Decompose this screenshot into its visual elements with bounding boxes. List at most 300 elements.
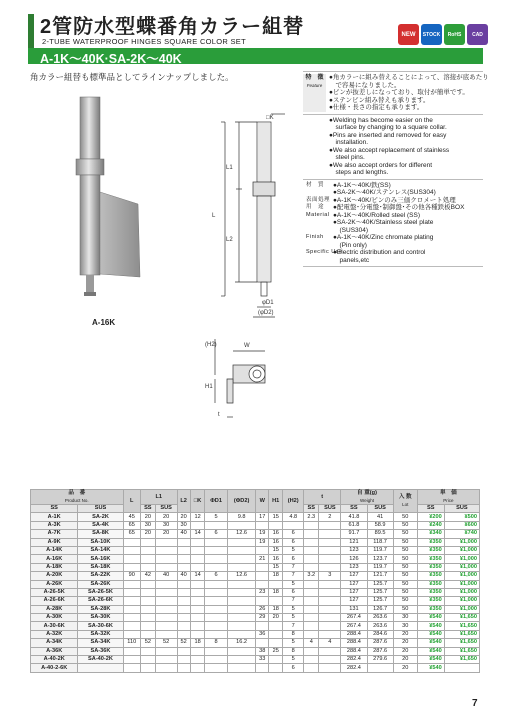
table-cell: 127: [341, 588, 367, 596]
table-cell: [140, 656, 155, 664]
table-cell: [140, 605, 155, 613]
table-cell: [155, 538, 177, 546]
table-cell: ¥1,000: [444, 597, 479, 605]
table-cell: 5: [205, 513, 227, 521]
table-cell: [304, 521, 319, 529]
table-cell: [190, 647, 205, 655]
table-cell: [227, 588, 256, 596]
table-cell: ¥1,000: [444, 555, 479, 563]
table-cell: ¥350: [417, 538, 444, 546]
table-cell: 50: [393, 588, 417, 596]
table-cell: [304, 614, 319, 622]
table-cell: 18: [190, 639, 205, 647]
table-row: [31, 555, 480, 563]
table-cell: 41.8: [341, 513, 367, 521]
table-cell: [190, 664, 205, 672]
table-cell: [190, 614, 205, 622]
table-cell: [140, 538, 155, 546]
table-cell: ¥540: [417, 656, 444, 664]
table-cell: ¥540: [417, 647, 444, 655]
col-k: □K: [190, 490, 205, 513]
table-cell: 5: [283, 614, 304, 622]
table-cell: [123, 597, 140, 605]
table-row: [31, 614, 480, 622]
table-cell: [177, 563, 190, 571]
table-cell: 40: [177, 572, 190, 580]
table-cell: [190, 597, 205, 605]
table-cell: 288.4: [341, 639, 367, 647]
table-cell: ¥500: [444, 513, 479, 521]
table-cell: [155, 563, 177, 571]
table-cell: [155, 656, 177, 664]
table-cell: 7: [283, 563, 304, 571]
table-cell: SA-26-5K: [78, 588, 123, 596]
table-cell: 15: [269, 546, 283, 554]
spec-material-jp: 材 質 ●A-1K～40K/鉄(SS) ●SA-2K～40K/ステンレス(SUS304) 表面処理 ●A-1K～40K/ピンのみ三価クロメート処理 用 途 ●配電盤･分電盤･制御盤･その他各種鉄板BOX Material ●A-1K～40K/Rolled steel (SS) ●SA-2K～40K/Stainless steel plate (SUS304) Finish ●A-1K～40K/Zinc chromate plating (Pin only) Specific Use ●Electric distribution and control panels,etc: [303, 180, 483, 268]
table-cell: ¥540: [417, 622, 444, 630]
model-range-bar: [28, 48, 483, 64]
table-cell: [177, 546, 190, 554]
table-cell: [256, 622, 269, 630]
table-cell: [304, 546, 319, 554]
table-cell: ¥540: [417, 614, 444, 622]
table-cell: [123, 664, 140, 672]
table-cell: 14: [190, 572, 205, 580]
table-cell: [227, 622, 256, 630]
table-cell: 263.6: [367, 622, 393, 630]
table-cell: [227, 538, 256, 546]
table-body: [31, 513, 480, 672]
table-cell: 20: [155, 530, 177, 538]
table-cell: 20: [393, 639, 417, 647]
table-cell: [140, 588, 155, 596]
table-cell: A-36K: [31, 647, 78, 655]
table-cell: 30: [393, 622, 417, 630]
table-cell: ¥540: [417, 664, 444, 672]
table-cell: SA-14K: [78, 546, 123, 554]
table-cell: [177, 597, 190, 605]
table-cell: ¥350: [417, 605, 444, 613]
table-cell: 127: [341, 572, 367, 580]
table-cell: [190, 622, 205, 630]
table-cell: [177, 630, 190, 638]
table-cell: A-9K: [31, 538, 78, 546]
table-cell: 119.7: [367, 546, 393, 554]
table-cell: 23: [256, 588, 269, 596]
table-cell: [304, 597, 319, 605]
table-cell: [123, 538, 140, 546]
table-cell: 7: [283, 572, 304, 580]
table-cell: SA-10K: [78, 538, 123, 546]
table-cell: [269, 656, 283, 664]
table-cell: [140, 647, 155, 655]
table-cell: [227, 555, 256, 563]
table-cell: 5: [283, 580, 304, 588]
table-cell: SA-32K: [78, 630, 123, 638]
table-cell: [205, 546, 227, 554]
table-cell: [205, 555, 227, 563]
table-cell: [177, 664, 190, 672]
table-cell: [319, 597, 341, 605]
table-cell: 40: [155, 572, 177, 580]
table-cell: 20: [393, 664, 417, 672]
col-product: 品 番 Product No.: [31, 490, 124, 505]
table-cell: 6: [283, 530, 304, 538]
table-cell: SA-30-6K: [78, 622, 123, 630]
table-cell: ¥200: [417, 513, 444, 521]
table-cell: [140, 622, 155, 630]
table-cell: [140, 597, 155, 605]
table-cell: [269, 597, 283, 605]
table-cell: [444, 664, 479, 672]
table-cell: 131: [341, 605, 367, 613]
label-d1: φD1: [262, 300, 274, 306]
table-cell: 119.7: [367, 563, 393, 571]
table-cell: 287.6: [367, 639, 393, 647]
table-cell: [123, 546, 140, 554]
label-h1: H1: [205, 384, 213, 390]
table-cell: 52: [155, 639, 177, 647]
table-cell: ¥350: [417, 572, 444, 580]
table-cell: [190, 555, 205, 563]
table-cell: 50: [393, 521, 417, 529]
col-t: t: [304, 490, 341, 505]
table-cell: 20: [393, 647, 417, 655]
table-cell: 125.7: [367, 580, 393, 588]
spec-feature-list-jp: ●角カラーに組み替えることによって、溶接が底あたり で容易になりました。 ●ピンが抜差しになっており、取付が簡単です。 ●ステンピン組み替えも承ります。 ●仕様・長さの指定も承ります。: [329, 74, 489, 111]
table-cell: 4.8: [283, 513, 304, 521]
table-cell: 2.3: [304, 513, 319, 521]
spec-feature-jp: [303, 71, 489, 115]
table-cell: [256, 521, 269, 529]
table-cell: 16.2: [227, 639, 256, 647]
table-cell: A-30K: [31, 614, 78, 622]
table-cell: [256, 597, 269, 605]
table-cell: ¥350: [417, 563, 444, 571]
table-cell: 127: [341, 580, 367, 588]
table-row: [31, 580, 480, 588]
table-cell: [319, 580, 341, 588]
table-row: [31, 647, 480, 655]
table-cell: 5: [283, 546, 304, 554]
table-cell: [227, 647, 256, 655]
table-cell: [319, 538, 341, 546]
table-cell: 110: [123, 639, 140, 647]
table-cell: [123, 630, 140, 638]
col-h2: (H2): [283, 490, 304, 513]
table-cell: [205, 622, 227, 630]
photo-caption: A-16K: [92, 318, 116, 327]
table-cell: [155, 630, 177, 638]
table-cell: [319, 622, 341, 630]
table-cell: [123, 605, 140, 613]
table-cell: ¥1,650: [444, 639, 479, 647]
table-cell: 25: [269, 647, 283, 655]
table-cell: A-3K: [31, 521, 78, 529]
table-cell: [205, 597, 227, 605]
stock-badge: STOCK: [421, 24, 442, 45]
table-cell: [140, 664, 155, 672]
table-cell: [205, 605, 227, 613]
table-cell: [227, 546, 256, 554]
table-cell: 288.4: [341, 647, 367, 655]
table-cell: [123, 580, 140, 588]
table-cell: ¥240: [417, 521, 444, 529]
table-row: [31, 597, 480, 605]
table-cell: ¥1,650: [444, 614, 479, 622]
table-cell: A-26-6K: [31, 597, 78, 605]
table-cell: [304, 622, 319, 630]
table-row: [31, 622, 480, 630]
table-cell: 20: [140, 513, 155, 521]
spec-box: [303, 71, 489, 267]
table-cell: [227, 580, 256, 588]
table-cell: SA-18K: [78, 563, 123, 571]
table-cell: [190, 580, 205, 588]
table-cell: 16: [269, 555, 283, 563]
table-cell: [140, 614, 155, 622]
table-cell: [227, 630, 256, 638]
table-cell: ¥350: [417, 546, 444, 554]
table-cell: [140, 580, 155, 588]
table-cell: 12: [190, 513, 205, 521]
table-cell: [227, 614, 256, 622]
table-cell: 123: [341, 563, 367, 571]
table-cell: [205, 563, 227, 571]
table-cell: ¥1,650: [444, 647, 479, 655]
table-cell: A-26-5K: [31, 588, 78, 596]
table-row: [31, 563, 480, 571]
table-row: [31, 639, 480, 647]
col-d2: (ΦD2): [227, 490, 256, 513]
table-cell: [269, 630, 283, 638]
table-cell: 14: [190, 530, 205, 538]
table-cell: 52: [177, 639, 190, 647]
spec-feature-list-en: ●Welding has become easier on the surface by changing to a square collar. ●Pins are inserted and removed for easy installation. ●We also accept replacement of stainless steel pins. ●We also accept orders for different steps and lengths.: [329, 116, 450, 176]
table-cell: 12.6: [227, 530, 256, 538]
table-cell: 8: [205, 639, 227, 647]
table-cell: 127: [341, 597, 367, 605]
table-row: [31, 588, 480, 596]
table-cell: 30: [140, 521, 155, 529]
table-cell: 20: [393, 630, 417, 638]
table-cell: [304, 605, 319, 613]
table-cell: 6: [283, 588, 304, 596]
table-cell: [177, 555, 190, 563]
label-k: □K: [266, 115, 274, 121]
table-cell: [205, 614, 227, 622]
table-cell: 41: [367, 513, 393, 521]
col-w: W: [256, 490, 269, 513]
table-cell: 50: [393, 580, 417, 588]
table-cell: 18: [269, 605, 283, 613]
table-cell: [140, 546, 155, 554]
spec-feature-en: [303, 115, 483, 180]
table-cell: [256, 563, 269, 571]
table-cell: 50: [393, 605, 417, 613]
front-view-drawing: [195, 112, 295, 322]
table-cell: 38: [256, 647, 269, 655]
table-cell: [304, 588, 319, 596]
table-cell: 121: [341, 538, 367, 546]
table-cell: 12.6: [227, 572, 256, 580]
table-cell: [256, 580, 269, 588]
table-cell: [304, 630, 319, 638]
table-cell: ¥1,650: [444, 656, 479, 664]
table-cell: [190, 546, 205, 554]
table-cell: 20: [269, 614, 283, 622]
table-cell: 6: [205, 572, 227, 580]
table-cell: 121.7: [367, 572, 393, 580]
product-table: [30, 489, 480, 673]
page-number: 7: [472, 698, 478, 709]
table-cell: 7: [283, 597, 304, 605]
table-cell: [304, 530, 319, 538]
table-cell: ¥600: [444, 521, 479, 529]
table-cell: [155, 546, 177, 554]
table-cell: [304, 538, 319, 546]
page-subtitle: 2-TUBE WATERPROOF HINGES SQUARE COLOR SET: [42, 37, 246, 46]
table-cell: 26: [256, 605, 269, 613]
table-cell: 19: [256, 538, 269, 546]
table-cell: 3: [319, 572, 341, 580]
table-cell: [205, 664, 227, 672]
table-cell: 5: [283, 639, 304, 647]
hinge-photo: [60, 92, 150, 312]
table-cell: ¥1,650: [444, 630, 479, 638]
table-cell: 9.8: [227, 513, 256, 521]
table-cell: 282.4: [341, 656, 367, 664]
table-cell: SA-8K: [78, 530, 123, 538]
table-cell: [205, 630, 227, 638]
table-cell: [283, 521, 304, 529]
table-cell: A-28K: [31, 605, 78, 613]
table-cell: SA-36K: [78, 647, 123, 655]
col-lot: 入 数 Lot: [393, 490, 417, 513]
table-cell: 50: [393, 530, 417, 538]
label-l1: L1: [226, 165, 233, 171]
table-cell: ¥1,000: [444, 538, 479, 546]
label-l: L: [212, 213, 216, 219]
table-cell: [123, 656, 140, 664]
table-cell: A-40-2-6K: [31, 664, 78, 672]
label-w: W: [244, 343, 250, 349]
table-cell: A-20K: [31, 572, 78, 580]
table-header-row: [31, 490, 480, 505]
table-cell: SA-30K: [78, 614, 123, 622]
table-cell: [256, 546, 269, 554]
table-cell: 50: [393, 513, 417, 521]
table-cell: 16: [269, 530, 283, 538]
table-cell: [367, 664, 393, 672]
table-cell: [123, 588, 140, 596]
table-cell: [177, 605, 190, 613]
table-cell: SA-4K: [78, 521, 123, 529]
col-h1: H1: [269, 490, 283, 513]
table-cell: 65: [123, 530, 140, 538]
table-cell: A-14K: [31, 546, 78, 554]
table-cell: ¥1,000: [444, 546, 479, 554]
table-cell: 4: [319, 639, 341, 647]
table-cell: [177, 647, 190, 655]
table-cell: 18: [269, 572, 283, 580]
table-cell: [155, 597, 177, 605]
col-price: 単 価 Price: [417, 490, 479, 505]
table-cell: 287.6: [367, 647, 393, 655]
table-cell: 50: [393, 555, 417, 563]
table-cell: 18: [269, 588, 283, 596]
col-weight: 自 重(g) Weight: [341, 490, 393, 505]
table-cell: [227, 521, 256, 529]
table-cell: 17: [256, 513, 269, 521]
table-cell: [177, 538, 190, 546]
table-cell: [190, 605, 205, 613]
table-cell: 20: [155, 513, 177, 521]
table-cell: 6: [283, 538, 304, 546]
table-cell: [319, 521, 341, 529]
table-cell: [319, 647, 341, 655]
table-cell: SA-40-2K: [78, 656, 123, 664]
table-cell: 126: [341, 555, 367, 563]
table-cell: [319, 614, 341, 622]
table-cell: 61.8: [341, 521, 367, 529]
table-cell: 267.4: [341, 622, 367, 630]
table-cell: ¥1,000: [444, 605, 479, 613]
table-cell: 123.7: [367, 555, 393, 563]
table-cell: 30: [177, 521, 190, 529]
table-cell: [319, 588, 341, 596]
table-cell: 267.4: [341, 614, 367, 622]
table-cell: [177, 580, 190, 588]
table-cell: [190, 588, 205, 596]
table-row: [31, 664, 480, 672]
table-cell: ¥540: [417, 630, 444, 638]
table-cell: [205, 538, 227, 546]
table-cell: 30: [155, 521, 177, 529]
table-cell: 36: [256, 630, 269, 638]
cad-badge: CAD: [467, 24, 488, 45]
table-cell: 15: [269, 563, 283, 571]
table-cell: 58.9: [367, 521, 393, 529]
table-cell: [205, 647, 227, 655]
table-cell: [140, 563, 155, 571]
table-cell: [319, 546, 341, 554]
table-cell: [205, 588, 227, 596]
col-l1: L1: [140, 490, 177, 505]
label-t: t: [218, 412, 220, 418]
table-cell: [155, 555, 177, 563]
table-cell: A-26K: [31, 580, 78, 588]
table-cell: 15: [269, 513, 283, 521]
table-cell: 65: [123, 521, 140, 529]
table-cell: 50: [393, 546, 417, 554]
table-cell: 7: [283, 622, 304, 630]
table-subheader-row: SS SUS SS SUS SS SUS SS SUS SS SUS: [31, 505, 480, 513]
table-cell: [177, 622, 190, 630]
table-cell: [227, 605, 256, 613]
table-cell: 21: [256, 555, 269, 563]
table-cell: [177, 656, 190, 664]
table-cell: 50: [393, 572, 417, 580]
table-cell: [304, 656, 319, 664]
table-cell: 45: [123, 513, 140, 521]
table-cell: ¥1,650: [444, 622, 479, 630]
table-cell: 20: [140, 530, 155, 538]
table-row: [31, 521, 480, 529]
table-cell: [123, 555, 140, 563]
table-cell: SA-22K: [78, 572, 123, 580]
table-cell: 8: [283, 630, 304, 638]
